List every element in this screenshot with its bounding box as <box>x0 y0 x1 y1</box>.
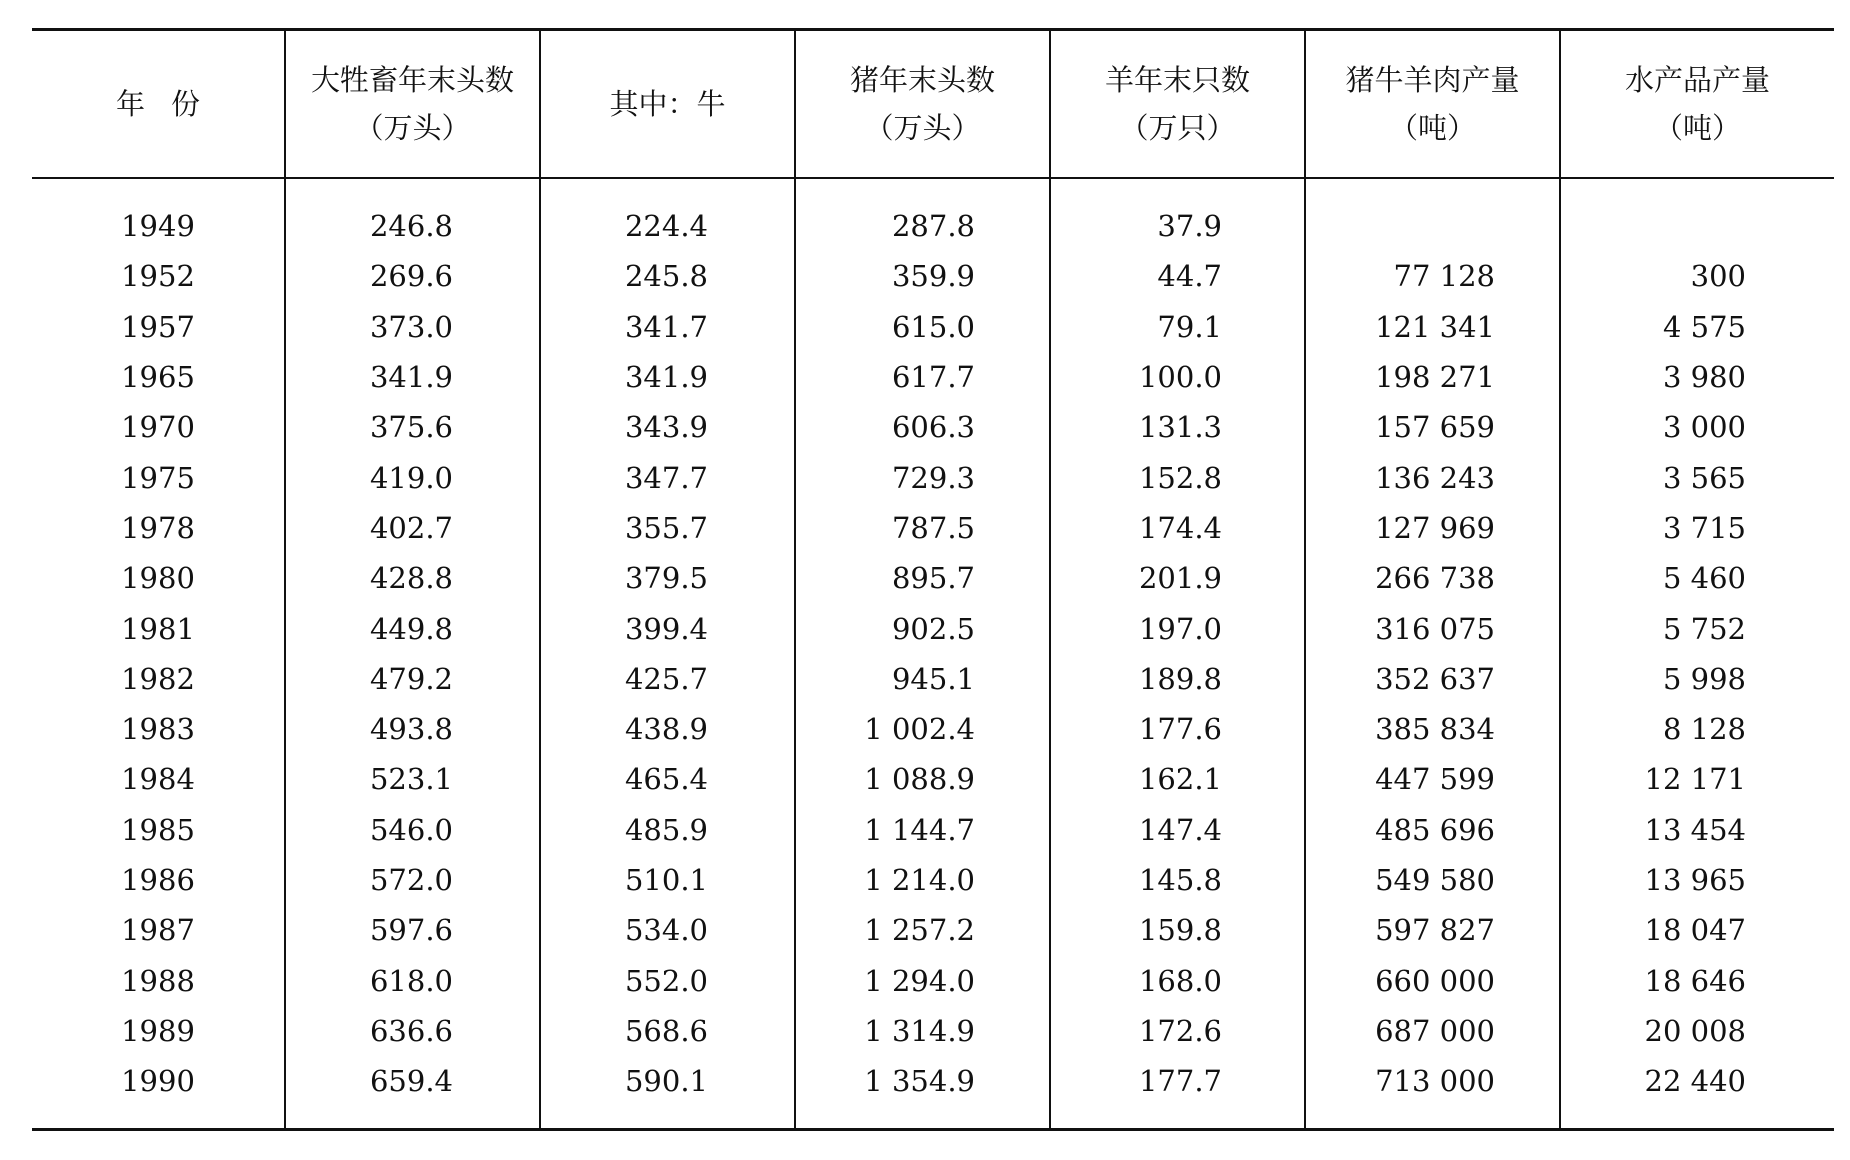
year-cell: 1986 <box>121 863 195 897</box>
cattle-cell: 485.9 <box>540 805 795 855</box>
pigs-cell: 1 314.9 <box>795 1006 1050 1056</box>
pigs-cell: 287.8 <box>795 201 1050 251</box>
meat-output-cell: 127 969 <box>1305 503 1560 553</box>
cattle-cell: 568.6 <box>540 1006 795 1056</box>
year-cell: 1965 <box>121 360 195 395</box>
aquatic-output-cell: 22 440 <box>1560 1056 1834 1106</box>
meat-output-cell: 77 128 <box>1305 251 1560 301</box>
table-row <box>32 603 1834 653</box>
cattle-cell: 347.7 <box>540 452 795 502</box>
pigs-cell: 902.5 <box>795 603 1050 653</box>
large-livestock-cell: 269.6 <box>285 251 540 301</box>
aquatic-output-cell: 18 646 <box>1560 955 1834 1005</box>
year-cell: 1957 <box>121 309 195 344</box>
sheep-cell: 201.9 <box>1050 553 1305 603</box>
large-livestock-cell: 597.6 <box>285 905 540 955</box>
header-year: 年份 <box>32 30 285 179</box>
large-livestock-cell: 636.6 <box>285 1006 540 1056</box>
year-cell: 1984 <box>121 762 195 797</box>
large-livestock-cell: 493.8 <box>285 704 540 754</box>
large-livestock-cell: 546.0 <box>285 805 540 855</box>
cattle-cell: 341.9 <box>540 352 795 402</box>
sheep-cell: 37.9 <box>1050 201 1305 251</box>
header-aquatic-output: 水产品产量 （吨） <box>1560 30 1834 179</box>
pigs-cell: 1 088.9 <box>795 754 1050 804</box>
cattle-cell: 510.1 <box>540 855 795 905</box>
year-cell: 1987 <box>121 913 195 948</box>
cattle-cell: 355.7 <box>540 503 795 553</box>
year-cell: 1980 <box>121 561 195 596</box>
year-cell: 1990 <box>121 1064 195 1099</box>
sheep-cell: 177.7 <box>1050 1056 1305 1106</box>
aquatic-output-cell: 13 454 <box>1560 805 1834 855</box>
sheep-cell: 147.4 <box>1050 805 1305 855</box>
table-row <box>32 452 1834 502</box>
year-cell: 1982 <box>121 661 195 696</box>
sheep-cell: 44.7 <box>1050 251 1305 301</box>
large-livestock-cell: 428.8 <box>285 553 540 603</box>
meat-output-cell: 352 637 <box>1305 654 1560 704</box>
pigs-cell: 1 002.4 <box>795 704 1050 754</box>
large-livestock-cell: 479.2 <box>285 654 540 704</box>
cattle-cell: 438.9 <box>540 704 795 754</box>
aquatic-output-cell: 300 <box>1560 251 1834 301</box>
table-row <box>32 201 1834 251</box>
year-cell: 1970 <box>121 410 195 445</box>
meat-output-cell: 385 834 <box>1305 704 1560 754</box>
livestock-statistics-table <box>32 28 1834 1131</box>
aquatic-output-cell: 18 047 <box>1560 905 1834 955</box>
large-livestock-cell: 618.0 <box>285 955 540 1005</box>
sheep-cell: 152.8 <box>1050 452 1305 502</box>
large-livestock-cell: 523.1 <box>285 754 540 804</box>
meat-output-cell: 136 243 <box>1305 452 1560 502</box>
meat-output-cell: 597 827 <box>1305 905 1560 955</box>
cattle-cell: 224.4 <box>540 201 795 251</box>
table-row <box>32 302 1834 352</box>
year-cell: 1978 <box>121 510 195 545</box>
pigs-cell: 1 354.9 <box>795 1056 1050 1106</box>
sheep-cell: 177.6 <box>1050 704 1305 754</box>
cattle-cell: 465.4 <box>540 754 795 804</box>
year-cell: 1981 <box>121 611 195 646</box>
year-cell: 1988 <box>121 963 195 998</box>
pigs-cell: 606.3 <box>795 402 1050 452</box>
pigs-cell: 1 294.0 <box>795 955 1050 1005</box>
cattle-cell: 425.7 <box>540 654 795 704</box>
table-row <box>32 503 1834 553</box>
table-spacer-top <box>32 178 1834 201</box>
table-row <box>32 704 1834 754</box>
aquatic-output-cell <box>1560 201 1834 251</box>
pigs-cell: 729.3 <box>795 452 1050 502</box>
table-row <box>32 754 1834 804</box>
aquatic-output-cell: 3 565 <box>1560 452 1834 502</box>
meat-output-cell: 485 696 <box>1305 805 1560 855</box>
pigs-cell: 1 257.2 <box>795 905 1050 955</box>
meat-output-cell: 549 580 <box>1305 855 1560 905</box>
cattle-cell: 245.8 <box>540 251 795 301</box>
sheep-cell: 174.4 <box>1050 503 1305 553</box>
meat-output-cell: 713 000 <box>1305 1056 1560 1106</box>
large-livestock-cell: 341.9 <box>285 352 540 402</box>
sheep-cell: 131.3 <box>1050 402 1305 452</box>
sheep-cell: 100.0 <box>1050 352 1305 402</box>
table-body <box>32 178 1834 1130</box>
large-livestock-cell: 402.7 <box>285 503 540 553</box>
table-row <box>32 251 1834 301</box>
sheep-cell: 172.6 <box>1050 1006 1305 1056</box>
table-row <box>32 905 1834 955</box>
meat-output-cell: 316 075 <box>1305 603 1560 653</box>
header-large-livestock: 大牲畜年末头数 （万头） <box>285 30 540 179</box>
sheep-cell: 162.1 <box>1050 754 1305 804</box>
table-row <box>32 955 1834 1005</box>
pigs-cell: 615.0 <box>795 302 1050 352</box>
table-row <box>32 654 1834 704</box>
large-livestock-cell: 375.6 <box>285 402 540 452</box>
aquatic-output-cell: 4 575 <box>1560 302 1834 352</box>
pigs-cell: 787.5 <box>795 503 1050 553</box>
meat-output-cell: 687 000 <box>1305 1006 1560 1056</box>
meat-output-cell: 447 599 <box>1305 754 1560 804</box>
aquatic-output-cell: 3 980 <box>1560 352 1834 402</box>
table-row <box>32 553 1834 603</box>
meat-output-cell: 266 738 <box>1305 553 1560 603</box>
sheep-cell: 159.8 <box>1050 905 1305 955</box>
large-livestock-cell: 246.8 <box>285 201 540 251</box>
cattle-cell: 590.1 <box>540 1056 795 1106</box>
year-cell: 1949 <box>121 209 195 244</box>
meat-output-cell: 157 659 <box>1305 402 1560 452</box>
table-row <box>32 855 1834 905</box>
large-livestock-cell: 419.0 <box>285 452 540 502</box>
aquatic-output-cell: 8 128 <box>1560 704 1834 754</box>
cattle-cell: 343.9 <box>540 402 795 452</box>
large-livestock-cell: 449.8 <box>285 603 540 653</box>
meat-output-cell: 121 341 <box>1305 302 1560 352</box>
sheep-cell: 145.8 <box>1050 855 1305 905</box>
sheep-cell: 197.0 <box>1050 603 1305 653</box>
aquatic-output-cell: 5 752 <box>1560 603 1834 653</box>
large-livestock-cell: 373.0 <box>285 302 540 352</box>
table-row <box>32 1056 1834 1106</box>
aquatic-output-cell: 5 998 <box>1560 654 1834 704</box>
table-row <box>32 352 1834 402</box>
meat-output-cell: 198 271 <box>1305 352 1560 402</box>
year-cell: 1989 <box>121 1013 195 1048</box>
cattle-cell: 534.0 <box>540 905 795 955</box>
year-cell: 1983 <box>121 712 195 747</box>
large-livestock-cell: 659.4 <box>285 1056 540 1106</box>
sheep-cell: 168.0 <box>1050 955 1305 1005</box>
pigs-cell: 1 214.0 <box>795 855 1050 905</box>
pigs-cell: 617.7 <box>795 352 1050 402</box>
header-meat-output: 猪牛羊肉产量 （吨） <box>1305 30 1560 179</box>
year-cell: 1985 <box>121 812 195 847</box>
cattle-cell: 341.7 <box>540 302 795 352</box>
sheep-cell: 189.8 <box>1050 654 1305 704</box>
header-sheep: 羊年末只数 （万只） <box>1050 30 1305 179</box>
pigs-cell: 945.1 <box>795 654 1050 704</box>
header-cattle: 其中：牛 <box>540 30 795 179</box>
table-row <box>32 402 1834 452</box>
aquatic-output-cell: 3 000 <box>1560 402 1834 452</box>
table-spacer-bottom <box>32 1106 1834 1130</box>
aquatic-output-cell: 13 965 <box>1560 855 1834 905</box>
sheep-cell: 79.1 <box>1050 302 1305 352</box>
cattle-cell: 552.0 <box>540 955 795 1005</box>
large-livestock-cell: 572.0 <box>285 855 540 905</box>
aquatic-output-cell: 3 715 <box>1560 503 1834 553</box>
pigs-cell: 359.9 <box>795 251 1050 301</box>
header-pigs: 猪年末头数 （万头） <box>795 30 1050 179</box>
year-cell: 1952 <box>121 259 195 294</box>
cattle-cell: 399.4 <box>540 603 795 653</box>
table-row <box>32 1006 1834 1056</box>
year-cell: 1975 <box>121 460 195 495</box>
header-row <box>32 30 1834 179</box>
pigs-cell: 1 144.7 <box>795 805 1050 855</box>
aquatic-output-cell: 12 171 <box>1560 754 1834 804</box>
meat-output-cell: 660 000 <box>1305 955 1560 1005</box>
meat-output-cell <box>1305 201 1560 251</box>
aquatic-output-cell: 5 460 <box>1560 553 1834 603</box>
table-row <box>32 805 1834 855</box>
pigs-cell: 895.7 <box>795 553 1050 603</box>
aquatic-output-cell: 20 008 <box>1560 1006 1834 1056</box>
cattle-cell: 379.5 <box>540 553 795 603</box>
